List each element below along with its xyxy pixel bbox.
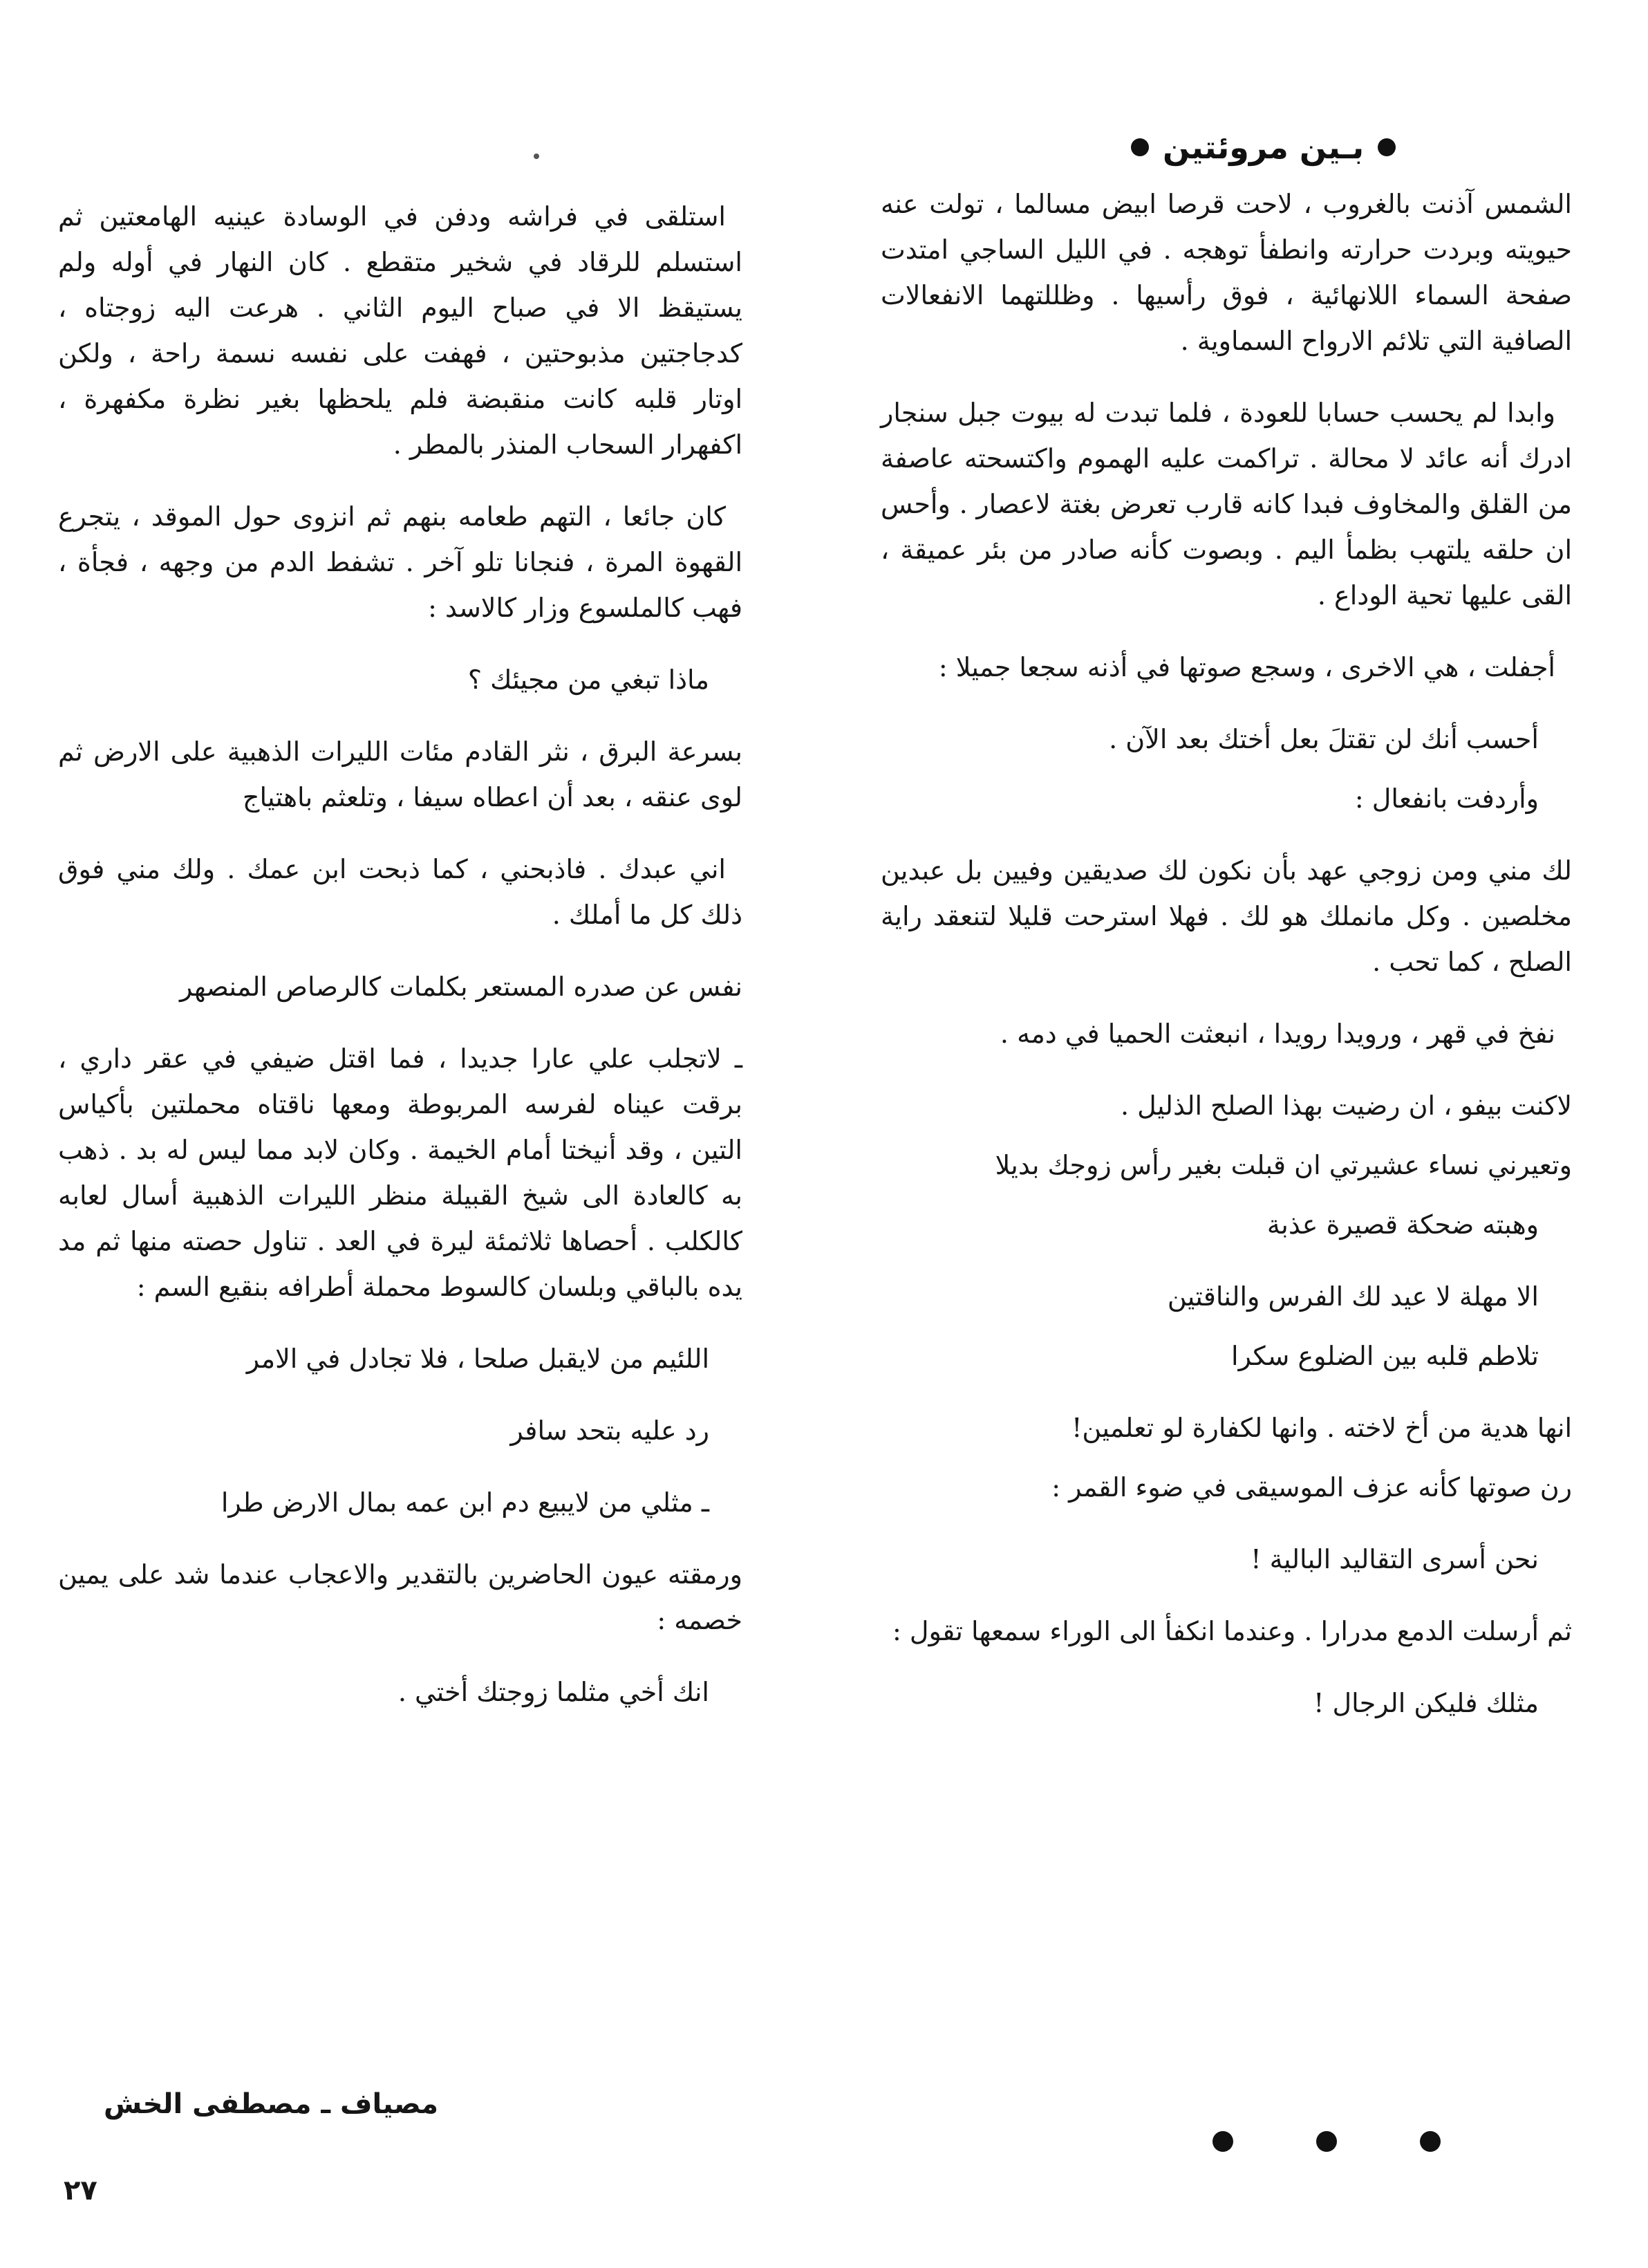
dialogue-line: وأردفت بانفعال :: [1354, 783, 1539, 814]
paragraph: الشمس آذنت بالغروب ، لاحت قرصا ابيض مسالما ، تولت عنه حيويته وبردت حرارته وانطفأ توهجه . في الليل الساجي امتدت صفحة السماء اللانهائية ، فوق رأسيها . وظللتهما الانفعالات الصافية التي تلائم الارواح السماوية .: [881, 189, 1572, 356]
paragraph: بسرعة البرق ، نثر القادم مئات الليرات الذهبية على الارض ثم لوى عنقه ، بعد أن اعطاه سيفا ، وتلعثم باهتياج: [58, 736, 742, 812]
dialogue-line: رن صوتها كأنه عزف الموسيقى في ضوء القمر :: [1051, 1472, 1572, 1503]
dialogue-line: انها هدية من أخ لاخته . وانها لكفارة لو تعلمين!: [1071, 1413, 1572, 1443]
dialogue-line: الا مهلة لا عيد لك الفرس والناقتين: [1167, 1281, 1539, 1312]
end-of-article-marker: [1150, 2131, 1441, 2152]
paragraph: وابدا لم يحسب حسابا للعودة ، فلما تبدت له بيوت جبل سنجار ادرك أنه عائد لا محالة . تراكمت عليه الهموم واكتسحته عاصفة من القلق والمخاوف فبدا كانه قارب تعرض بغتة لاعصار . وأحس ان حلقه يلتهب بظمأ اليم . وبصوت كأنه صادر من بئر عميقة ، القى عليها تحية الوداع .: [881, 398, 1573, 611]
bullet-icon: [1420, 2131, 1441, 2152]
paragraph: كان جائعا ، التهم طعامه بنهم ثم انزوى حول الموقد ، يتجرع القهوة المرة ، فنجانا تلو آخر . تشفط الدم من وجهه ، فجأة ، فهب كالملسوع وزار كالاسد :: [58, 501, 742, 623]
dialogue-line: لاكنت بيفو ، ان رضيت بهذا الصلح الذليل .: [1121, 1090, 1572, 1121]
dialogue-line: وهبته ضحكة قصيرة عذبة: [1266, 1209, 1539, 1240]
dialogue-line: انك أخي مثلما زوجتك أختي .: [397, 1677, 709, 1707]
paragraph: نفس عن صدره المستعر بكلمات كالرصاص المنصهر: [179, 972, 742, 1002]
dialogue-line: وتعيرني نساء عشيرتي ان قبلت بغير رأس زوجك بديلا: [995, 1150, 1572, 1180]
paragraph: لك مني ومن زوجي عهد بأن نكون لك صديقين وفيين بل عبدين مخلصين . وكل مانملك هو لك . فهلا استرحت قليلا لتنعقد راية الصلح ، كما تحب .: [881, 855, 1572, 977]
print-speck: [534, 154, 539, 159]
bullet-icon: [1378, 138, 1396, 156]
paragraph: ـ لاتجلب علي عارا جديدا ، فما اقتل ضيفي في عقر داري ، برقت عيناه لفرسه المربوطة ومعها ناقتاه محملتين بأكياس التين ، وقد أنيختا أمام الخيمة . وكان لابد مما ليس له بد . ذهب به كالعادة الى شيخ القبيلة منظر الليرات الذهبية أسال لعابه كالكلب . أحصاها ثلاثمئة ليرة في العد . تناول حصته منها ثم مد يده بالباقي وبلسان كالسوط محملة أطرافه بنقيع السم :: [58, 1043, 742, 1302]
dialogue-line: اللئيم من لايقبل صلحا ، فلا تجادل في الامر: [246, 1344, 709, 1374]
paragraph: استلقى في فراشه ودفن في الوسادة عينيه الهامعتين ثم استسلم للرقاد في شخير متقطع . كان النهار في أوله ولم يستيقظ الا في صباح اليوم الثاني . هرعت اليه زوجتاه ، كدجاجتين مذبوحتين ، فهفت على نفسه نسمة راحة ، ولكن اوتار قلبه كانت منقبضة فلم يلحظها بغير نظرة مكفهرة ، اكفهرار السحاب المنذر بالمطر .: [58, 201, 742, 460]
dialogue-line: ـ مثلي من لايبيع دم ابن عمه بمال الارض طرا: [221, 1487, 709, 1518]
dialogue-line: تلاطم قلبه بين الضلوع سكرا: [1231, 1341, 1539, 1371]
bullet-icon: [1131, 138, 1149, 156]
left-text-column: [58, 194, 742, 1741]
dialogue-line: نحن أسرى التقاليد البالية !: [1251, 1544, 1539, 1574]
right-text-column: [881, 181, 1572, 1752]
article-title: بـين مروئتين: [1163, 129, 1365, 166]
page-number: ٢٧: [64, 2175, 97, 2206]
bullet-icon: [1212, 2131, 1233, 2152]
dialogue-line: مثلك فليكن الرجال !: [1313, 1688, 1539, 1718]
dialogue-line: أحسب أنك لن تقتلَ بعل أختك بعد الآن .: [1109, 724, 1539, 754]
paragraph: نفخ في قهر ، ورويدا رويدا ، انبعثت الحميا في دمه .: [1000, 1019, 1555, 1049]
paragraph: ثم أرسلت الدمع مدرارا . وعندما انكفأ الى الوراء سمعها تقول :: [892, 1616, 1572, 1646]
bullet-icon: [1316, 2131, 1337, 2152]
paragraph: ورمقته عيون الحاضرين بالتقدير والاعجاب عندما شد على يمين خصمه :: [58, 1559, 742, 1635]
dialogue-line: رد عليه بتحد سافر: [510, 1415, 709, 1446]
dialogue-line: ماذا تبغي من مجيئك ؟: [467, 664, 709, 695]
dialogue-line: اني عبدك . فاذبحني ، كما ذبحت ابن عمك . ولك مني فوق ذلك كل ما أملك .: [58, 854, 742, 930]
author-signature: مصياف ـ مصطفى الخش: [104, 2088, 438, 2120]
paragraph: أجفلت ، هي الاخرى ، وسجع صوتها في أذنه سجعا جميلا :: [938, 652, 1555, 682]
article-header: [1131, 123, 1546, 171]
